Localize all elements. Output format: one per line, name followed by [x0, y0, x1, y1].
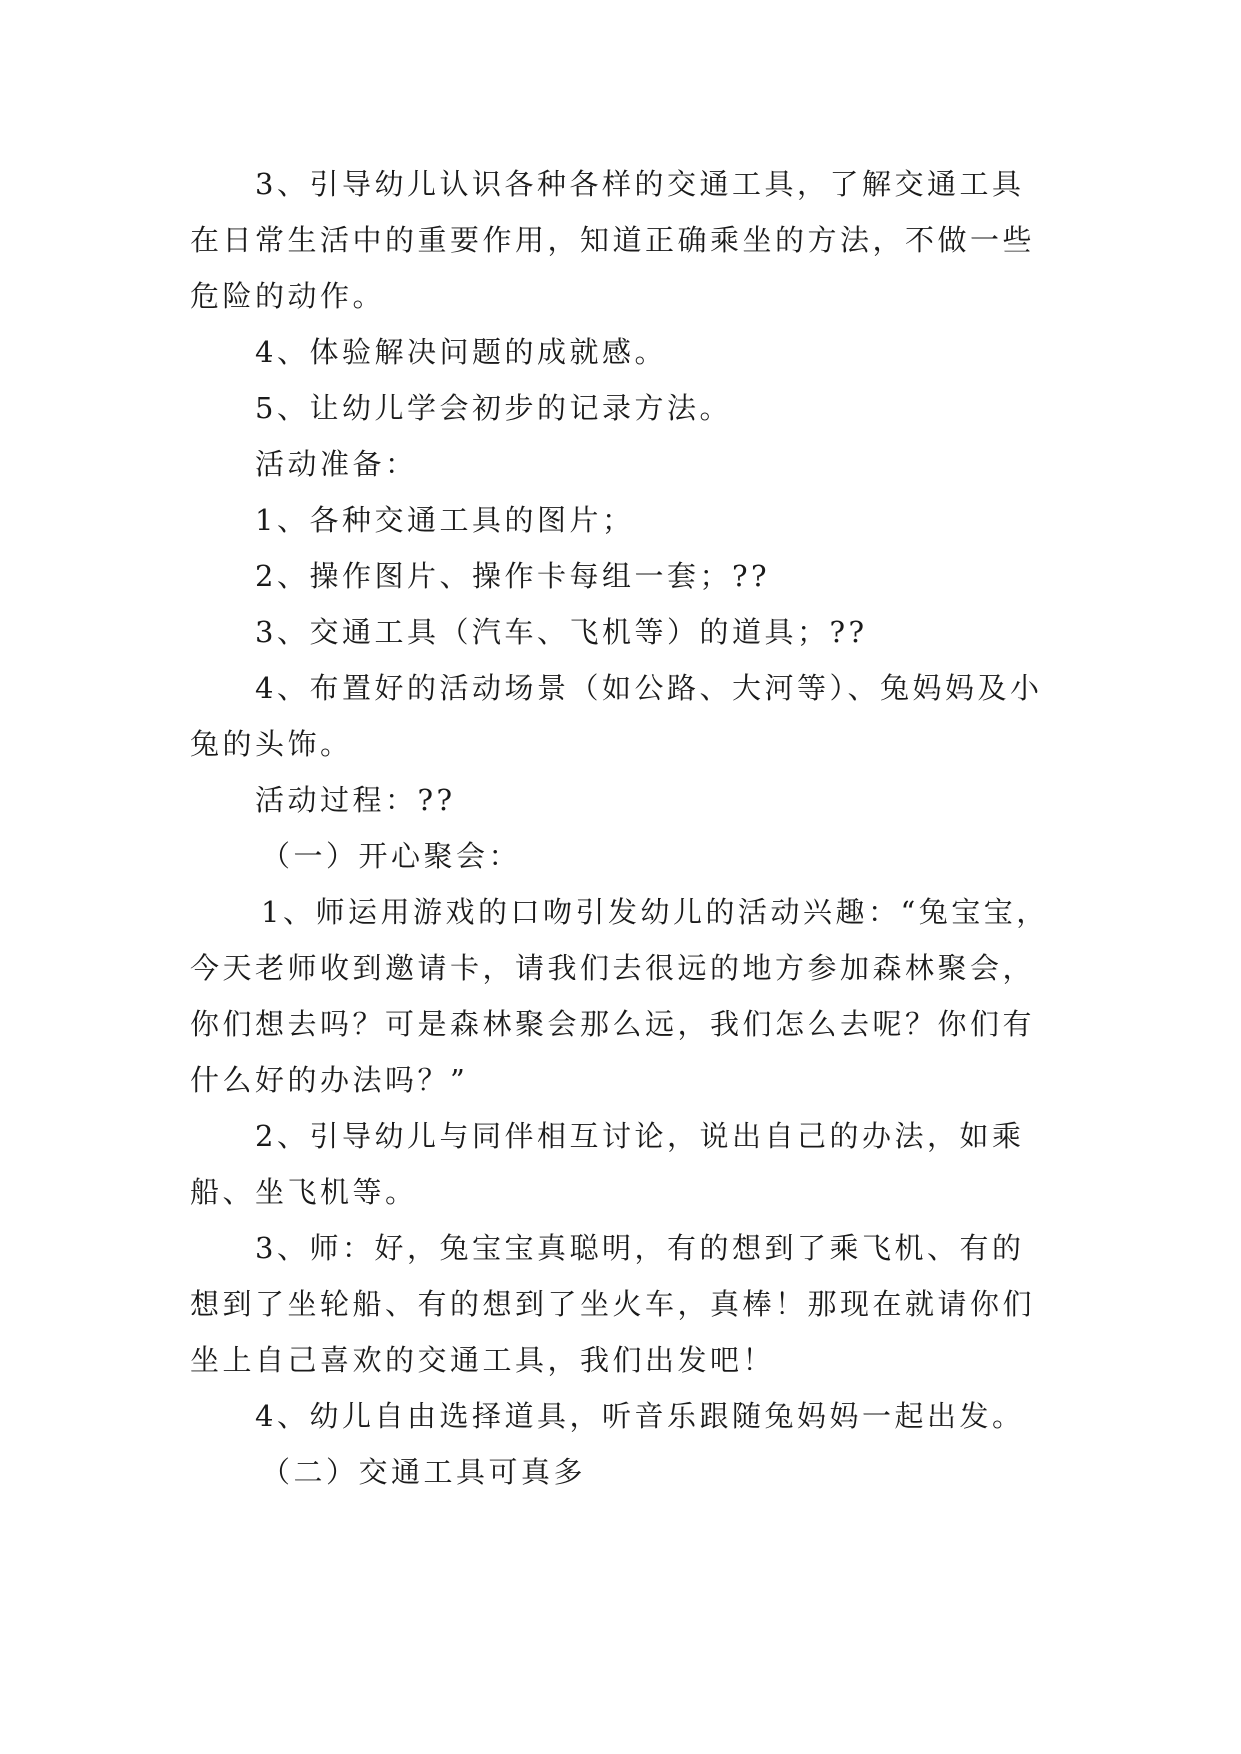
paragraph-line: 4、幼儿自由选择道具，听音乐跟随兔妈妈一起出发。	[255, 1399, 1025, 1433]
paragraph-line: 5、让幼儿学会初步的记录方法。	[255, 391, 732, 425]
section-heading: 活动准备：	[255, 447, 418, 481]
paragraph-line: 想到了坐轮船、有的想到了坐火车，真棒！那现在就请你们	[190, 1287, 1036, 1321]
paragraph-line: 1、师运用游戏的口吻引发幼儿的活动兴趣：“兔宝宝，	[261, 895, 1049, 929]
paragraph-line: 你们想去吗？可是森林聚会那么远，我们怎么去呢？你们有	[190, 1007, 1036, 1041]
paragraph-line: 3、交通工具（汽车、飞机等）的道具；??	[255, 615, 868, 649]
section-heading: 活动过程：??	[255, 783, 456, 817]
paragraph-line: 坐上自己喜欢的交通工具，我们出发吧！	[190, 1343, 776, 1377]
paragraph-line: 兔的头饰。	[190, 727, 353, 761]
paragraph-line: 危险的动作。	[190, 279, 386, 313]
paragraph-line: 4、布置好的活动场景（如公路、大河等）、兔妈妈及小	[255, 671, 1043, 705]
subsection-heading: （一）开心聚会：	[261, 839, 522, 873]
paragraph-line: 3、引导幼儿认识各种各样的交通工具，了解交通工具	[255, 167, 1025, 201]
paragraph-line: 3、师：好，兔宝宝真聪明，有的想到了乘飞机、有的	[255, 1231, 1025, 1265]
paragraph-line: 在日常生活中的重要作用，知道正确乘坐的方法，不做一些	[190, 223, 1036, 257]
paragraph-line: 船、坐飞机等。	[190, 1175, 418, 1209]
paragraph-line: 2、操作图片、操作卡每组一套；??	[255, 559, 771, 593]
paragraph-line: 什么好的办法吗？”	[190, 1063, 469, 1097]
paragraph-line: 2、引导幼儿与同伴相互讨论，说出自己的办法，如乘	[255, 1119, 1025, 1153]
subsection-heading: （二）交通工具可真多	[261, 1455, 587, 1489]
paragraph-line: 4、体验解决问题的成就感。	[255, 335, 667, 369]
paragraph-line: 今天老师收到邀请卡，请我们去很远的地方参加森林聚会，	[190, 951, 1036, 985]
paragraph-line: 1、各种交通工具的图片；	[255, 503, 635, 537]
